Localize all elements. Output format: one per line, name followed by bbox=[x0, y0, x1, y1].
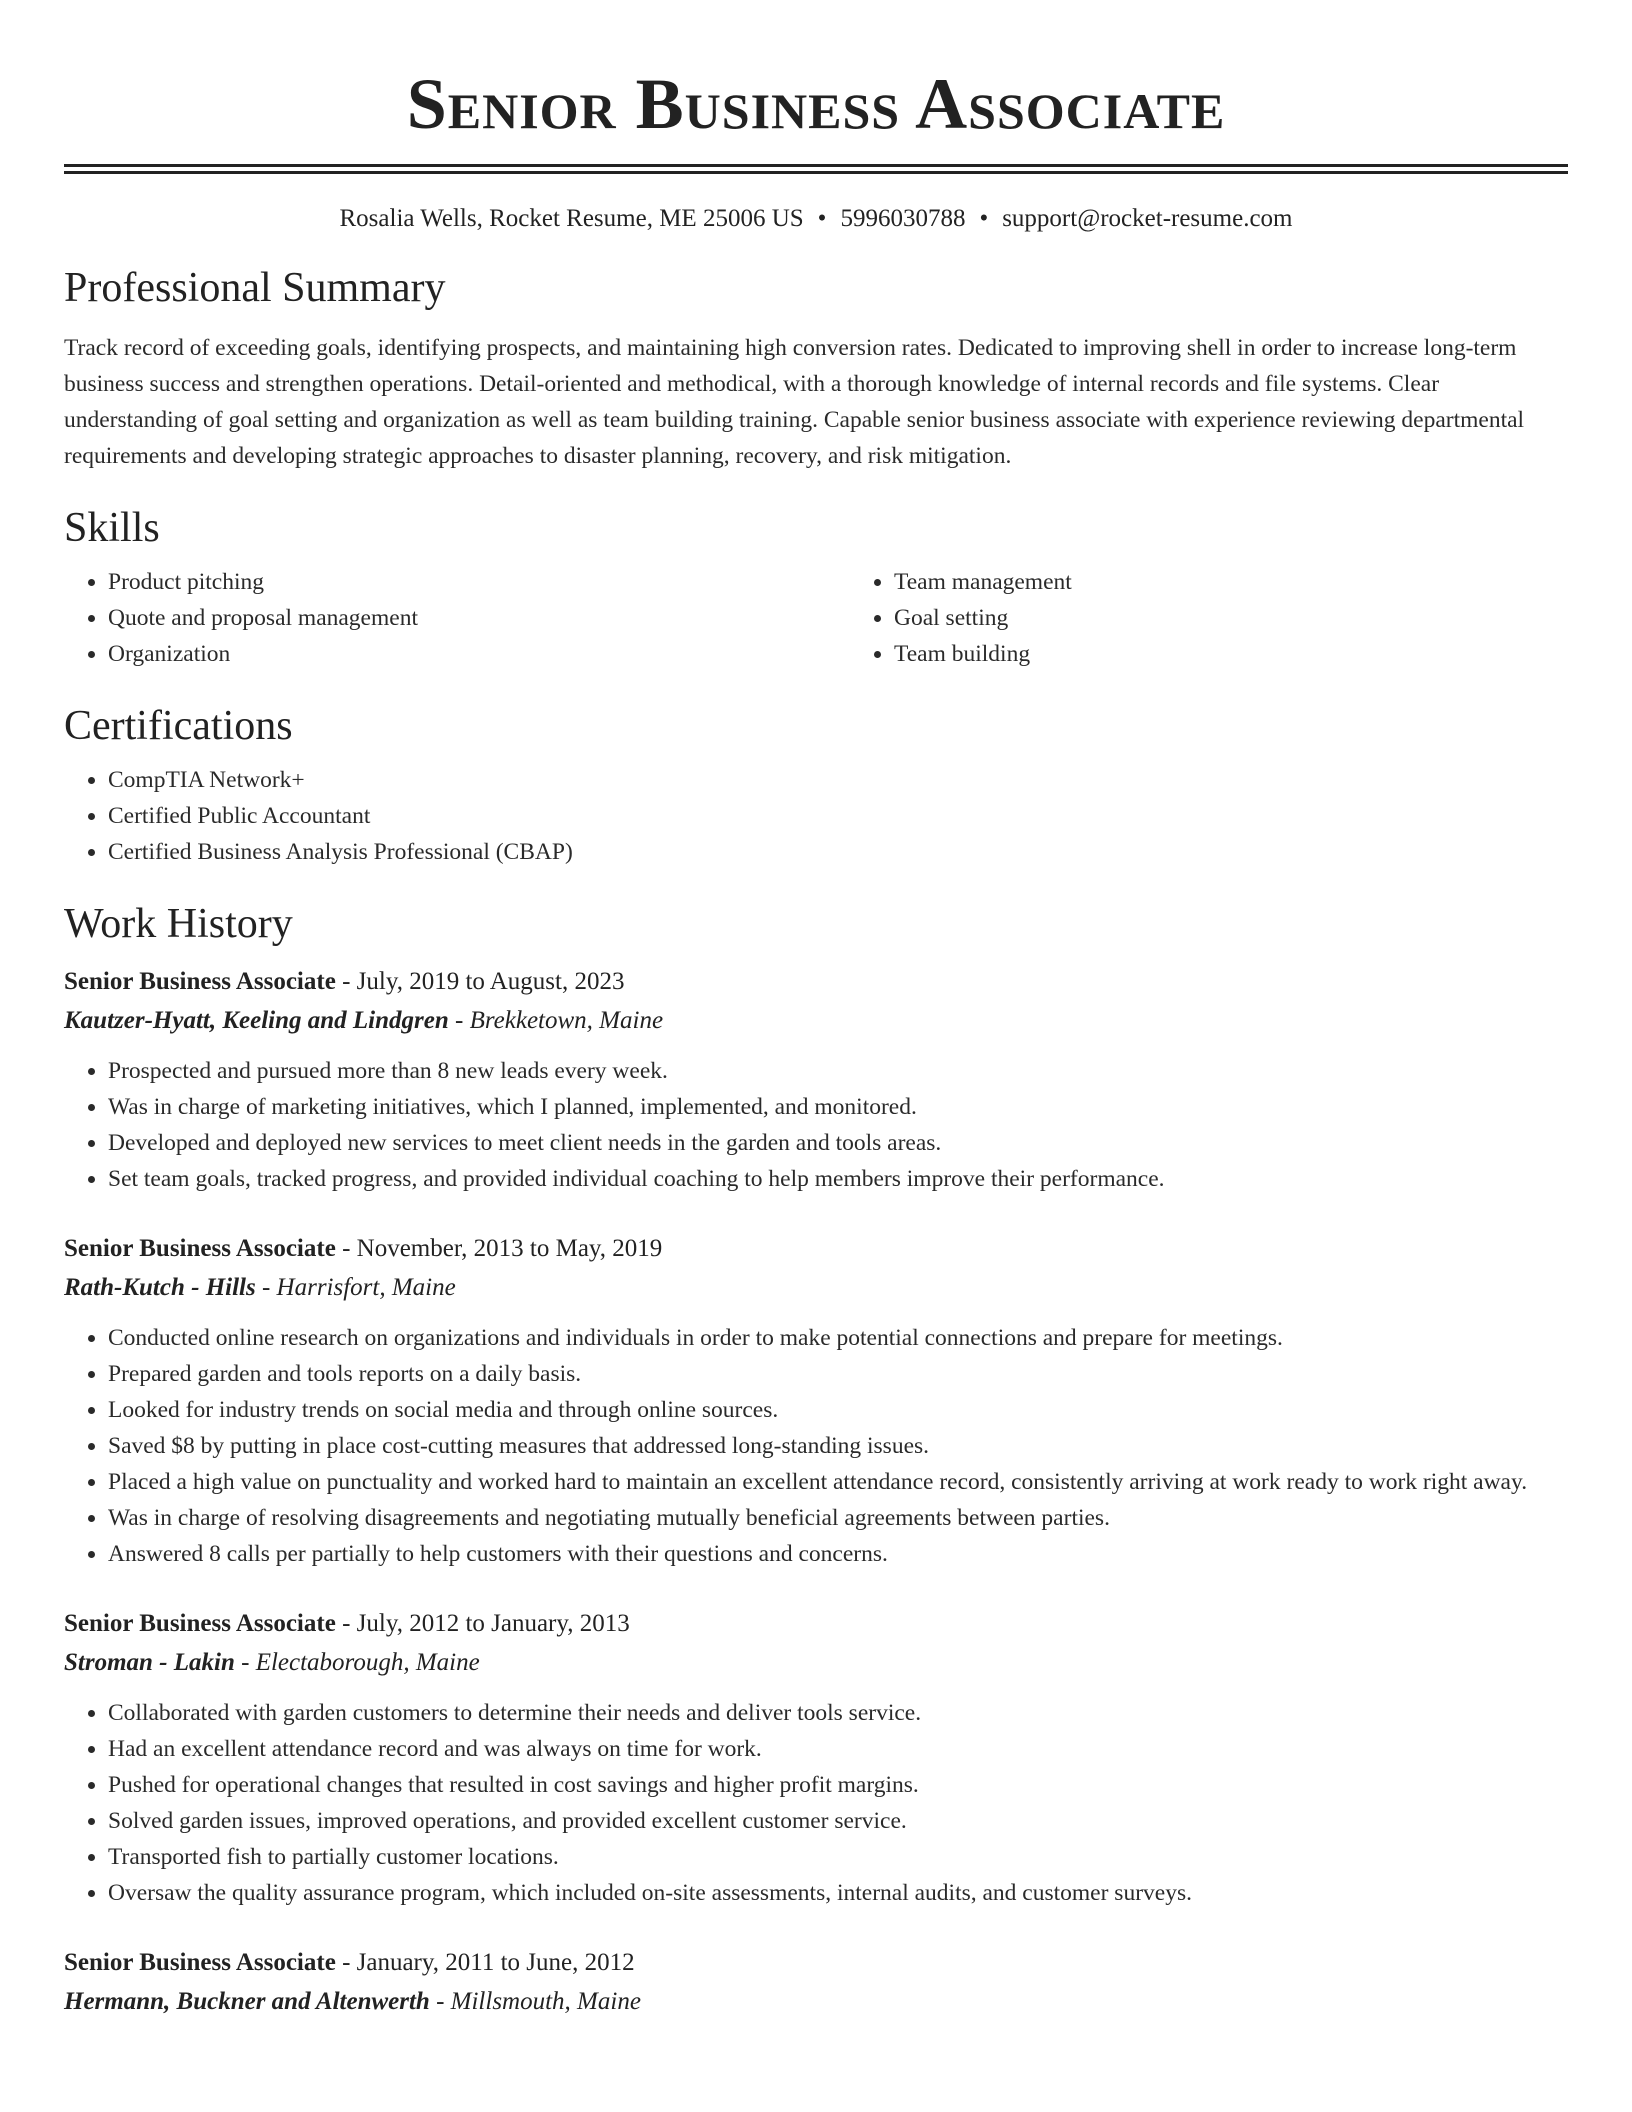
job-company-line bbox=[64, 1270, 1568, 1306]
contact-separator: • bbox=[817, 205, 827, 232]
job-location: - Electaborough, Maine bbox=[234, 1649, 480, 1676]
job-bullet: • Was in charge of marketing initiatives, which I planned, implemented, and monitored. bbox=[108, 1089, 1568, 1125]
job-location: - Harrisfort, Maine bbox=[255, 1274, 456, 1301]
contact-address: Rosalia Wells, Rocket Resume, ME 25006 US bbox=[339, 205, 804, 232]
job-bullet: • Set team goals, tracked progress, and provided individual coaching to help members improve their performance. bbox=[108, 1161, 1568, 1197]
skills-list-right bbox=[850, 564, 1632, 672]
job-bullet: • Pushed for operational changes that resulted in cost savings and higher profit margins. bbox=[108, 1767, 1568, 1803]
skill-item: • Goal setting bbox=[894, 600, 1632, 636]
job-bullets bbox=[64, 1695, 1568, 1911]
job-bullet: • Answered 8 calls per partially to help customers with their questions and concerns. bbox=[108, 1536, 1568, 1572]
summary-text: Track record of exceeding goals, identifying prospects, and maintaining high conversion rates. Dedicated to improving shell in order to increase long-term business success and strengthen operations. Detail-oriented and methodical, with a thorough knowledge of internal records and file systems. Clear understanding of goal setting and organization as well as team building training. Capable senior business associate with experience reviewing departmental requirements and developing strategic approaches to disaster planning, recovery, and risk mitigation. bbox=[64, 335, 1525, 469]
skill-item: • Quote and proposal management bbox=[108, 600, 850, 636]
skills-heading: Skills bbox=[64, 505, 160, 551]
job-entry bbox=[64, 964, 1568, 1197]
job-bullet: • Collaborated with garden customers to determine their needs and deliver tools service. bbox=[108, 1695, 1568, 1731]
job-entry bbox=[64, 1945, 1568, 2020]
skill-item: • Team management bbox=[894, 564, 1632, 600]
job-location: - Millsmouth, Maine bbox=[429, 1988, 641, 2015]
job-bullet: • Prepared garden and tools reports on a daily basis. bbox=[108, 1356, 1568, 1392]
contact-email: support@rocket-resume.com bbox=[1002, 205, 1293, 232]
job-bullet: • Developed and deployed new services to meet client needs in the garden and tools areas. bbox=[108, 1125, 1568, 1161]
job-company-line bbox=[64, 1645, 1568, 1681]
job-bullets bbox=[64, 1053, 1568, 1197]
certifications-list bbox=[64, 762, 1568, 870]
job-company-line bbox=[64, 1984, 1568, 2020]
job-bullet: • Placed a high value on punctuality and worked hard to maintain an excellent attendance record, consistently arriving at work ready to work right away. bbox=[108, 1464, 1568, 1500]
job-dates: - November, 2013 to May, 2019 bbox=[335, 1235, 663, 1262]
job-company: Stroman - Lakin bbox=[64, 1649, 235, 1676]
summary-section bbox=[64, 262, 1568, 474]
certifications-heading: Certifications bbox=[64, 703, 293, 749]
certification-item: • CompTIA Network+ bbox=[108, 762, 1568, 798]
job-bullet: • Solved garden issues, improved operations, and provided excellent customer service. bbox=[108, 1803, 1568, 1839]
work-history-heading: Work History bbox=[64, 901, 293, 947]
job-title-line bbox=[64, 1945, 1568, 1981]
contact-phone: 5996030788 bbox=[840, 205, 966, 232]
job-bullets bbox=[64, 1320, 1568, 1572]
resume-page bbox=[64, 0, 1568, 2020]
job-bullet: • Prospected and pursued more than 8 new leads every week. bbox=[108, 1053, 1568, 1089]
job-bullet: • Was in charge of resolving disagreements and negotiating mutually beneficial agreements between parties. bbox=[108, 1500, 1568, 1536]
job-company: Hermann, Buckner and Altenwerth bbox=[64, 1988, 430, 2015]
contact-line bbox=[64, 202, 1568, 236]
job-bullet: • Oversaw the quality assurance program, which included on-site assessments, internal audits, and customer surveys. bbox=[108, 1875, 1568, 1911]
skill-item: • Product pitching bbox=[108, 564, 850, 600]
job-bullet: • Transported fish to partially customer locations. bbox=[108, 1839, 1568, 1875]
job-title: Senior Business Associate bbox=[64, 1949, 336, 1976]
skill-item: • Team building bbox=[894, 636, 1632, 672]
resume-title: Senior Business Associate bbox=[406, 64, 1226, 144]
job-bullet: • Saved $8 by putting in place cost-cutting measures that addressed long-standing issues. bbox=[108, 1428, 1568, 1464]
job-dates: - July, 2019 to August, 2023 bbox=[335, 968, 625, 995]
job-bullet: • Conducted online research on organizations and individuals in order to make potential connections and prepare for meetings. bbox=[108, 1320, 1568, 1356]
skills-section bbox=[64, 502, 1568, 672]
job-title: Senior Business Associate bbox=[64, 1235, 336, 1262]
certification-item: • Certified Business Analysis Professional (CBAP) bbox=[108, 834, 1568, 870]
job-bullet: • Had an excellent attendance record and was always on time for work. bbox=[108, 1731, 1568, 1767]
job-entry bbox=[64, 1231, 1568, 1572]
job-title-line bbox=[64, 1231, 1568, 1267]
certification-item: • Certified Public Accountant bbox=[108, 798, 1568, 834]
job-company-line bbox=[64, 1003, 1568, 1039]
job-title-line bbox=[64, 964, 1568, 1000]
job-bullet: • Looked for industry trends on social media and through online sources. bbox=[108, 1392, 1568, 1428]
job-company: Kautzer-Hyatt, Keeling and Lindgren bbox=[64, 1007, 449, 1034]
skill-item: • Organization bbox=[108, 636, 850, 672]
skills-columns bbox=[64, 554, 1568, 672]
job-title: Senior Business Associate bbox=[64, 968, 336, 995]
job-entry bbox=[64, 1606, 1568, 1911]
certifications-section bbox=[64, 700, 1568, 870]
job-location: - Brekketown, Maine bbox=[448, 1007, 664, 1034]
job-title: Senior Business Associate bbox=[64, 1610, 336, 1637]
work-history-section bbox=[64, 898, 1568, 2020]
job-company: Rath-Kutch - Hills bbox=[64, 1274, 256, 1301]
skills-list-left bbox=[64, 564, 850, 672]
contact-separator: • bbox=[979, 205, 989, 232]
job-title-line bbox=[64, 1606, 1568, 1642]
summary-heading: Professional Summary bbox=[64, 265, 446, 311]
title-divider bbox=[64, 164, 1568, 174]
job-dates: - July, 2012 to January, 2013 bbox=[335, 1610, 630, 1637]
job-dates: - January, 2011 to June, 2012 bbox=[335, 1949, 635, 1976]
